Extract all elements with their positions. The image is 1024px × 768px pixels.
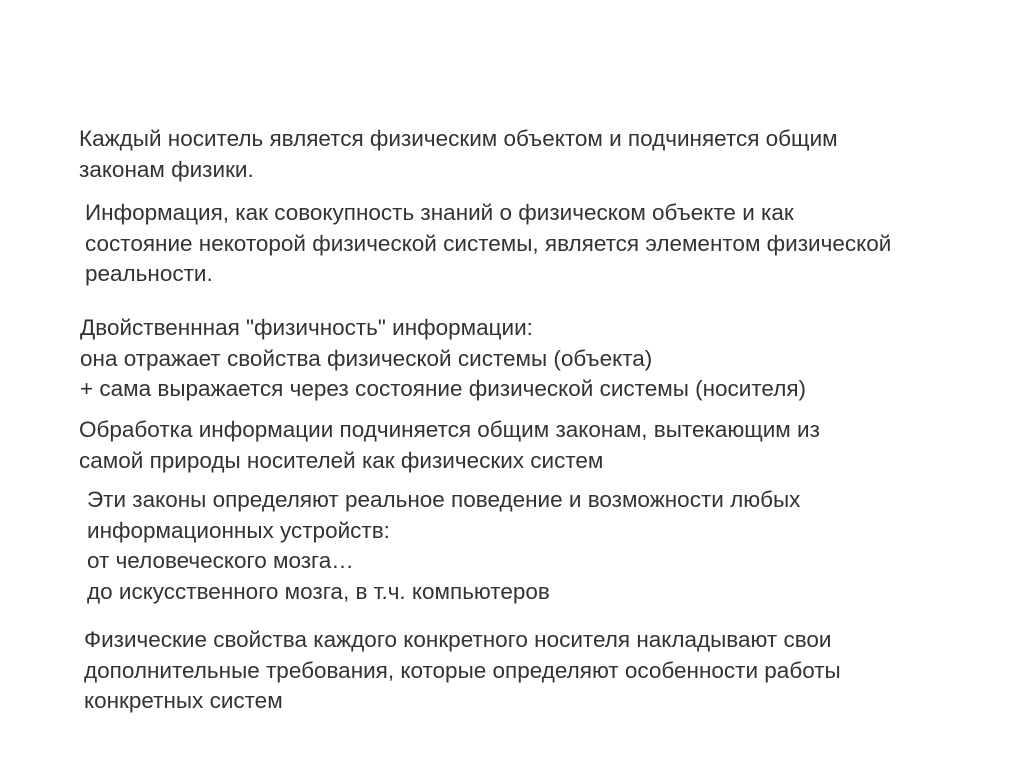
- paragraph-processing-laws: [79, 415, 820, 476]
- paragraph-line: реальности.: [85, 261, 213, 286]
- paragraph-line: от человеческого мозга…: [87, 548, 354, 573]
- paragraph-line: информационных устройств:: [87, 517, 390, 543]
- paragraph-line: + сама выражается через состояние физической системы (носителя): [80, 376, 806, 401]
- paragraph-line: она отражает свойства физической системы (объекта): [80, 345, 653, 371]
- paragraph-carrier-requirements: [84, 625, 841, 717]
- paragraph-line: Обработка информации подчиняется общим законам, вытекающим из: [79, 417, 820, 442]
- paragraph-line: Эти законы определяют реальное поведение и возможности любых: [87, 487, 801, 512]
- paragraph-dual-physicality: [80, 313, 806, 405]
- paragraph-line: самой природы носителей как физических систем: [79, 447, 604, 473]
- paragraph-line: Каждый носитель является физическим объектом и подчиняется общим: [79, 126, 838, 151]
- paragraph-line: состояние некоторой физической системы, является элементом физической: [85, 230, 892, 256]
- paragraph-line: до искусственного мозга, в т.ч. компьютеров: [87, 578, 550, 604]
- paragraph-information-physical-reality: [85, 198, 891, 290]
- paragraph-line: законам физики.: [79, 156, 254, 182]
- paragraph-line: Двойственнная "физичность" информации:: [80, 315, 533, 340]
- paragraph-laws-define-devices: [87, 485, 800, 607]
- paragraph-line: Информация, как совокупность знаний о физическом объекте и как: [85, 200, 794, 225]
- paragraph-line: дополнительные требования, которые определяют особенности работы: [84, 657, 841, 683]
- paragraph-line: Физические свойства каждого конкретного носителя накладывают свои: [84, 627, 832, 652]
- paragraph-carrier-physical-object: [79, 124, 838, 185]
- paragraph-line: конкретных систем: [84, 688, 283, 713]
